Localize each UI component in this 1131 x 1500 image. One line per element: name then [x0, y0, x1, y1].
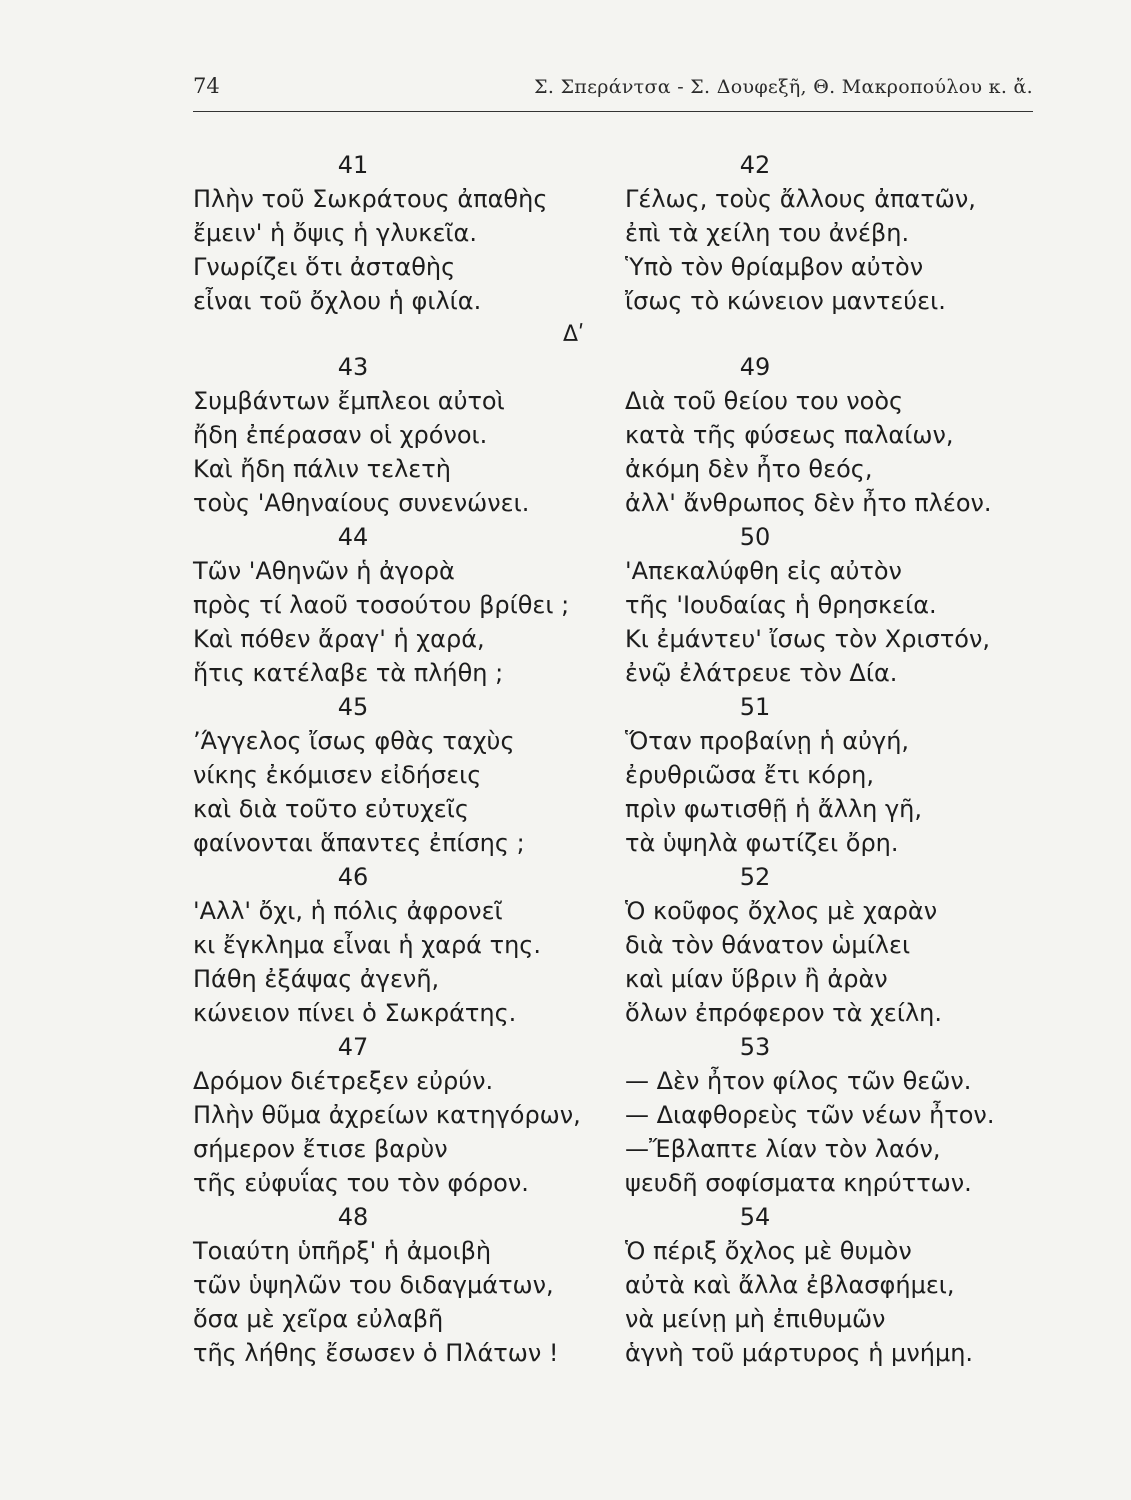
- verse-line: φαίνονται ἅπαντες ἐπίσης ;: [193, 829, 525, 857]
- verse-line: 'Απεκαλύφθη εἰς αὐτὸν: [625, 557, 902, 585]
- verse-line: 'Αλλ' ὄχι, ἡ πόλις ἀφρονεῖ: [193, 897, 503, 925]
- verse-line: Γνωρίζει ὅτι ἀσταθὴς: [193, 253, 456, 281]
- verse-line: Τοιαύτη ὑπῆρξ' ἡ ἀμοιβὴ: [193, 1237, 492, 1265]
- stanza-number: 43: [337, 353, 369, 381]
- stanza-gap: [625, 318, 1045, 350]
- verse-line: Τῶν 'Αθηνῶν ἡ ἀγορὰ: [193, 557, 455, 585]
- verse-line: αὐτὰ καὶ ἄλλα ἐβλασφήμει,: [625, 1271, 955, 1299]
- verse-line: κώνειον πίνει ὁ Σωκράτης.: [193, 999, 517, 1027]
- poem-stanza: [193, 690, 613, 860]
- verse-line: Πάθη ἐξάψας ἀγενῆ,: [193, 965, 440, 993]
- verse-line: ὅσα μὲ χεῖρα εὐλαβῆ: [193, 1305, 444, 1333]
- verse-line: ἀκόμη δὲν ἦτο θεός,: [625, 455, 873, 483]
- verse-line: ἔμειν' ἡ ὄψις ἡ γλυκεῖα.: [193, 219, 477, 247]
- stanza-number: 45: [337, 693, 369, 721]
- verse-line: τὰ ὑψηλὰ φωτίζει ὄρη.: [625, 829, 899, 857]
- verse-line: εἶναι τοῦ ὄχλου ἡ φιλία.: [193, 287, 482, 315]
- poem-stanza: [625, 148, 1045, 318]
- verse-line: διὰ τὸν θάνατον ὡμίλει: [625, 931, 911, 959]
- verse-line: τοὺς 'Αθηναίους συνενώνει.: [193, 489, 530, 517]
- verse-line: ἐνῷ ἐλάτρευε τὸν Δία.: [625, 659, 898, 687]
- verse-line: Διὰ τοῦ θείου του νοὸς: [625, 387, 904, 415]
- verse-line: Συμβάντων ἔμπλεοι αὐτοὶ: [193, 387, 505, 415]
- verse-line: νὰ μείνῃ μὴ ἐπιθυμῶν: [625, 1305, 886, 1333]
- verse-line: Ὑπὸ τὸν θρίαμβον αὐτὸν: [625, 253, 924, 281]
- verse-line: κι ἔγκλημα εἶναι ἡ χαρά της.: [193, 931, 541, 959]
- stanza-number: 50: [739, 523, 771, 551]
- verse-line: Ὁ κοῦφος ὄχλος μὲ χαρὰν: [625, 897, 938, 925]
- header-rule: [193, 111, 1033, 112]
- verse-line: ὅλων ἐπρόφερον τὰ χείλη.: [625, 999, 943, 1027]
- verse-line: ἤδη ἐπέρασαν οἱ χρόνοι.: [193, 421, 488, 449]
- stanza-number: 42: [739, 151, 771, 179]
- stanza-number: 46: [337, 863, 369, 891]
- page-number: 74: [193, 74, 220, 98]
- verse-line: Δρόμον διέτρεξεν εὐρύν.: [193, 1067, 494, 1095]
- verse-line: ψευδῆ σοφίσματα κηρύττων.: [625, 1169, 972, 1197]
- verse-line: τῆς λήθης ἔσωσεν ὁ Πλάτων !: [193, 1339, 559, 1367]
- verse-line: —Ἔβλαπτε λίαν τὸν λαόν,: [625, 1135, 941, 1163]
- verse-line: καὶ μίαν ὕβριν ἢ ἀρὰν: [625, 965, 888, 993]
- verse-line: Πλὴν θῦμα ἀχρείων κατηγόρων,: [193, 1101, 581, 1129]
- stanza-number: 48: [337, 1203, 369, 1231]
- verse-line: τῶν ὑψηλῶν του διδαγμάτων,: [193, 1271, 554, 1299]
- right-poem-column: [625, 148, 1045, 1370]
- stanza-number: 47: [337, 1033, 369, 1061]
- stanza-number: 54: [739, 1203, 771, 1231]
- poem-stanza: [193, 1030, 613, 1200]
- section-mark: Δʹ: [563, 322, 585, 347]
- poem-stanza: [625, 350, 1045, 520]
- verse-line: Κι ἐμάντευ' ἴσως τὸν Χριστόν,: [625, 625, 990, 653]
- poem-stanza: [193, 1200, 613, 1370]
- verse-line: Ὁ πέριξ ὄχλος μὲ θυμὸν: [625, 1237, 912, 1265]
- verse-line: Πλὴν τοῦ Σωκράτους ἀπαθὴς: [193, 185, 548, 213]
- verse-line: ἥτις κατέλαβε τὰ πλήθη ;: [193, 659, 504, 687]
- verse-line: ἀλλ' ἄνθρωπος δὲν ἦτο πλέον.: [625, 489, 992, 517]
- running-head: Σ. Σπεράντσα - Σ. Δουφεξῆ, Θ. Μακροπούλου κ. ἄ.: [534, 76, 1033, 98]
- poem-stanza: [625, 860, 1045, 1030]
- verse-line: — Δὲν ἦτον φίλος τῶν θεῶν.: [625, 1067, 972, 1095]
- verse-line: ἁγνὴ τοῦ μάρτυρος ἡ μνήμη.: [625, 1339, 974, 1367]
- verse-line: πρὸς τί λαοῦ τοσούτου βρίθει ;: [193, 591, 570, 619]
- verse-line: Γέλως, τοὺς ἄλλους ἀπατῶν,: [625, 185, 976, 213]
- verse-line: τῆς 'Ιουδαίας ἡ θρησκεία.: [625, 591, 937, 619]
- poem-stanza: [193, 350, 613, 520]
- verse-line: ἐπὶ τὰ χείλη του ἀνέβη.: [625, 219, 910, 247]
- verse-line: καὶ διὰ τοῦτο εὐτυχεῖς: [193, 795, 469, 823]
- verse-line: κατὰ τῆς φύσεως παλαίων,: [625, 421, 954, 449]
- verse-line: ἴσως τὸ κώνειον μαντεύει.: [625, 287, 946, 315]
- verse-line: ἐρυθριῶσα ἔτι κόρη,: [625, 761, 874, 789]
- verse-line: πρὶν φωτισθῇ ἡ ἄλλη γῆ,: [625, 795, 923, 823]
- verse-line: νίκης ἐκόμισεν εἰδήσεις: [193, 761, 482, 789]
- verse-line: Καὶ ἤδη πάλιν τελετὴ: [193, 455, 451, 483]
- poem-stanza: [625, 520, 1045, 690]
- verse-line: Ὅταν προβαίνῃ ἡ αὐγή,: [625, 727, 910, 755]
- stanza-number: 44: [337, 523, 369, 551]
- stanza-number: 52: [739, 863, 771, 891]
- poem-stanza: [625, 1030, 1045, 1200]
- stanza-number: 53: [739, 1033, 771, 1061]
- left-poem-column: [193, 148, 613, 1370]
- stanza-number: 41: [337, 151, 369, 179]
- page-header: [193, 74, 1033, 110]
- verse-line: σήμερον ἔτισε βαρὺν: [193, 1135, 448, 1163]
- verse-line: τῆς εὐφυΐας του τὸν φόρον.: [193, 1169, 529, 1197]
- poem-stanza: [193, 860, 613, 1030]
- verse-line: ʼΆγγελος ἴσως φθὰς ταχὺς: [193, 727, 515, 755]
- verse-line: Καὶ πόθεν ἄραγ' ἡ χαρά,: [193, 625, 485, 653]
- poem-stanza: [625, 1200, 1045, 1370]
- verse-line: — Διαφθορεὺς τῶν νέων ἦτον.: [625, 1101, 995, 1129]
- poem-stanza: [193, 148, 613, 318]
- poem-stanza: [193, 520, 613, 690]
- stanza-number: 49: [739, 353, 771, 381]
- stanza-gap: [193, 318, 613, 350]
- stanza-number: 51: [739, 693, 771, 721]
- poem-stanza: [625, 690, 1045, 860]
